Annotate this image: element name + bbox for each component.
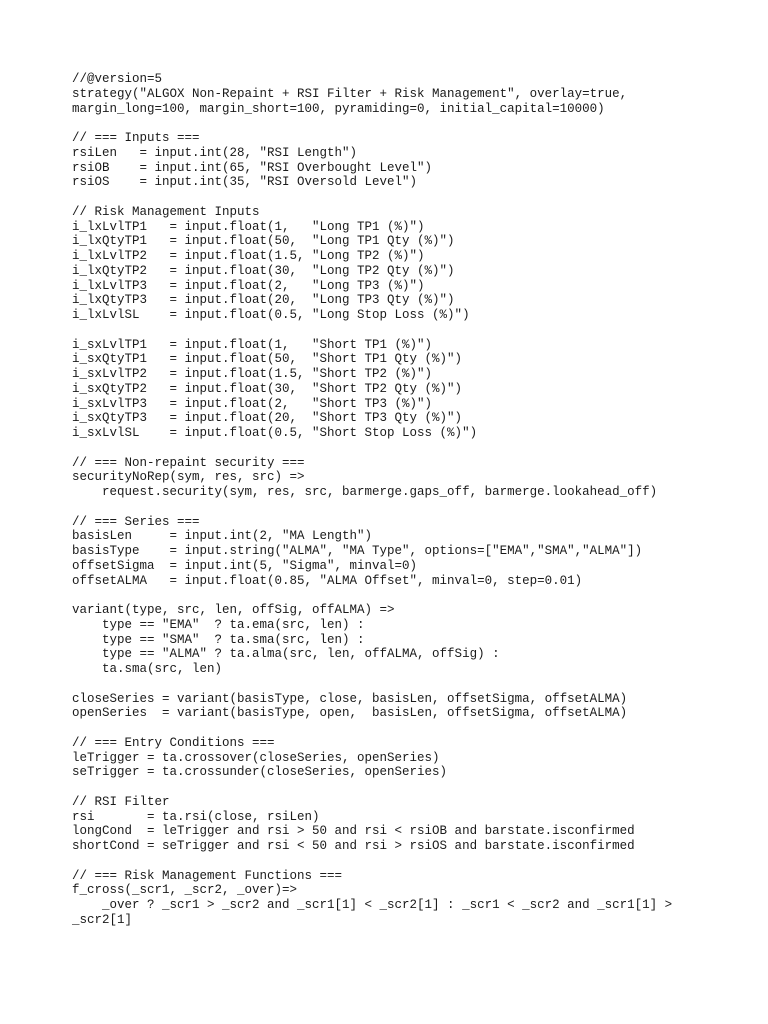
- code-line: leTrigger = ta.crossover(closeSeries, openSeries): [72, 750, 440, 765]
- code-line: f_cross(_scr1, _scr2, _over)=>: [72, 883, 298, 898]
- code-line: // === Inputs ===: [72, 131, 200, 145]
- code-line: rsiOS = input.int(35, "RSI Oversold Level"): [72, 175, 418, 190]
- code-line: basisType = input.string("ALMA", "MA Type", options=["EMA","SMA","ALMA"]): [72, 544, 643, 558]
- code-line: ta.sma(src, len): [72, 662, 223, 676]
- code-line: i_lxLvlTP1 = input.float(1, "Long TP1 (%)"): [72, 219, 425, 234]
- code-line: _over ? _scr1 > _scr2 and _scr1[1] < _scr2[1] : _scr1 < _scr2 and _scr1[1] >: [72, 898, 673, 912]
- code-blank-line: [72, 854, 712, 869]
- code-line: request.security(sym, res, src, barmerge.gaps_off, barmerge.lookahead_off): [72, 485, 658, 499]
- code-line: i_sxQtyTP1 = input.float(50, "Short TP1 Qty (%)"): [72, 352, 463, 367]
- code-line: i_sxLvlTP3 = input.float(2, "Short TP3 (%)"): [72, 396, 433, 411]
- code-line: offsetALMA = input.float(0.85, "ALMA Offset", minval=0, step=0.01): [72, 573, 583, 588]
- code-line: longCond = leTrigger and rsi > 50 and rsi < rsiOB and barstate.isconfirmed: [72, 824, 635, 839]
- code-line: rsiLen = input.int(28, "RSI Length"): [72, 145, 358, 160]
- code-line: openSeries = variant(basisType, open, basisLen, offsetSigma, offsetALMA): [72, 706, 628, 721]
- code-line: i_sxLvlSL = input.float(0.5, "Short Stop Loss (%)"): [72, 426, 478, 440]
- code-line: securityNoRep(sym, res, src) =>: [72, 470, 305, 485]
- code-line: basisLen = input.int(2, "MA Length"): [72, 529, 373, 544]
- code-blank-line: [72, 677, 712, 692]
- code-line: i_lxQtyTP1 = input.float(50, "Long TP1 Qty (%)"): [72, 234, 455, 249]
- code-blank-line: [72, 721, 712, 736]
- code-line: type == "EMA" ? ta.ema(src, len) :: [72, 617, 365, 632]
- code-line: seTrigger = ta.crossunder(closeSeries, openSeries): [72, 765, 448, 780]
- code-line: i_sxQtyTP2 = input.float(30, "Short TP2 Qty (%)"): [72, 381, 463, 396]
- code-blank-line: [72, 588, 712, 603]
- code-line: i_lxLvlTP2 = input.float(1.5, "Long TP2 (%)"): [72, 249, 425, 263]
- code-line: // === Series ===: [72, 514, 200, 529]
- code-line: i_lxLvlSL = input.float(0.5, "Long Stop Loss (%)"): [72, 308, 470, 322]
- code-line: i_lxQtyTP2 = input.float(30, "Long TP2 Qty (%)"): [72, 263, 455, 278]
- code-line: _scr2[1]: [72, 912, 133, 927]
- code-line: // === Risk Management Functions ===: [72, 868, 343, 883]
- code-line: shortCond = seTrigger and rsi < 50 and rsi > rsiOS and barstate.isconfirmed: [72, 839, 635, 853]
- code-line: // === Non-repaint security ===: [72, 455, 305, 470]
- code-line: i_lxLvlTP3 = input.float(2, "Long TP3 (%)"): [72, 278, 425, 293]
- code-line: i_sxQtyTP3 = input.float(20, "Short TP3 Qty (%)"): [72, 411, 463, 426]
- code-line: i_sxLvlTP2 = input.float(1.5, "Short TP2 (%)"): [72, 367, 433, 381]
- code-blank-line: [72, 500, 712, 515]
- code-line: rsiOB = input.int(65, "RSI Overbought Level"): [72, 160, 433, 175]
- code-blank-line: [72, 780, 712, 795]
- code-line: closeSeries = variant(basisType, close, basisLen, offsetSigma, offsetALMA): [72, 691, 628, 706]
- code-line: // Risk Management Inputs: [72, 204, 260, 219]
- code-blank-line: [72, 323, 712, 338]
- code-line: i_lxQtyTP3 = input.float(20, "Long TP3 Qty (%)"): [72, 293, 455, 308]
- code-line: i_sxLvlTP1 = input.float(1, "Short TP1 (%)"): [72, 337, 433, 352]
- code-line: //@version=5: [72, 72, 163, 86]
- code-blank-line: [72, 116, 712, 131]
- code-line: strategy("ALGOX Non-Repaint + RSI Filter + Risk Management", overlay=true,: [72, 86, 628, 101]
- code-blank-line: [72, 190, 712, 205]
- code-line: type == "ALMA" ? ta.alma(src, len, offALMA, offSig) :: [72, 647, 500, 662]
- code-line: rsi = ta.rsi(close, rsiLen): [72, 809, 320, 824]
- code-line: // === Entry Conditions ===: [72, 735, 275, 750]
- code-line: offsetSigma = input.int(5, "Sigma", minval=0): [72, 558, 418, 573]
- code-line: margin_long=100, margin_short=100, pyramiding=0, initial_capital=10000): [72, 101, 605, 116]
- code-blank-line: [72, 441, 712, 456]
- code-line: variant(type, src, len, offSig, offALMA) =>: [72, 603, 395, 617]
- code-line: type == "SMA" ? ta.sma(src, len) :: [72, 632, 365, 647]
- code-block: [72, 72, 712, 928]
- code-line: // RSI Filter: [72, 794, 170, 809]
